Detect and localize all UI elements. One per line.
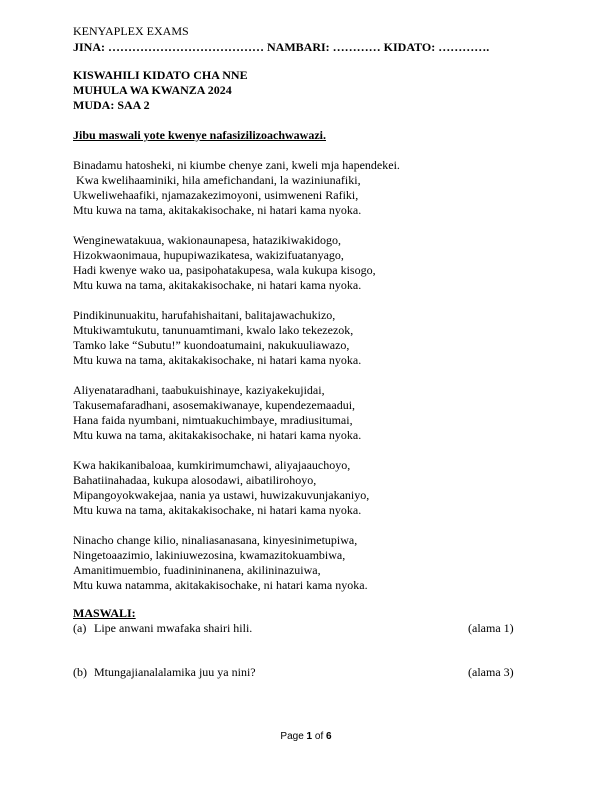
poem-line: Hana faida nyumbani, nimtuakuchimbaye, mradiusitumai, xyxy=(73,413,353,427)
question-label: (b) xyxy=(73,665,87,679)
poem-line: Mtu kuwa na tama, akitakakisochake, ni hatari kama nyoka. xyxy=(73,503,362,517)
instruction: Jibu maswali yote kwenye nafasizilizoachwawazi. xyxy=(73,128,326,142)
poem-line: Wenginewatakuua, wakionaunapesa, hatazikiwakidogo, xyxy=(73,233,341,247)
poem-line: Ukweliwehaafiki, njamazakezimoyoni, usimweneni Rafiki, xyxy=(73,188,359,202)
poem-line: Mtu kuwa na tama, akitakakisochake, ni hatari kama nyoka. xyxy=(73,428,362,442)
question-marks: (alama 3) xyxy=(468,665,514,679)
poem-line: Aliyenataradhani, taabukuishinaye, kaziyakekujidai, xyxy=(73,383,325,397)
poem-line: Amanitimuembio, fuadinininanena, akilininazuiwa, xyxy=(73,563,321,577)
question-label: (a) xyxy=(73,621,87,635)
poem-line: Kwa kwelihaaminiki, hila amefichandani, la waziniunafiki, xyxy=(73,173,361,187)
poem-line: Hizokwaonimaua, hupupiwazikatesa, wakizifuatanyago, xyxy=(73,248,344,262)
poem-line: Ninacho change kilio, ninaliasanasana, kinyesinimetupiwa, xyxy=(73,533,358,547)
stanza-5 xyxy=(73,458,369,518)
page-word: Page xyxy=(280,731,304,742)
stanza-3 xyxy=(73,308,361,368)
poem-line: Mtu kuwa na tama, akitakakisochake, ni hatari kama nyoka. xyxy=(73,353,362,367)
page-number: 1 xyxy=(306,731,313,742)
page-total: 6 xyxy=(326,731,332,742)
question-marks: (alama 1) xyxy=(468,621,514,635)
poem-line: Mtukiwamtukutu, tanunuamtimani, kwalo lako tekezezok, xyxy=(73,323,354,337)
poem-line: Mtu kuwa natamma, akitakakisochake, ni hatari kama nyoka. xyxy=(73,578,368,592)
student-details-line: JINA: ………………………………… NAMBARI: ………… KIDATO: …………. xyxy=(73,40,490,54)
stanza-6 xyxy=(73,533,368,593)
page-footer xyxy=(0,731,612,742)
question-text: Lipe anwani mwafaka shairi hili. xyxy=(94,621,253,635)
of-word: of xyxy=(314,731,324,742)
poem-line: Kwa hakikanibaloaa, kumkirimumchawi, aliyajaauchoyo, xyxy=(73,458,351,472)
exam-term: MUHULA WA KWANZA 2024 xyxy=(73,83,232,97)
poem-line: Mipangoyokwakejaa, nania ya ustawi, huwizakuvunjakaniyo, xyxy=(73,488,370,502)
stanza-2 xyxy=(73,233,376,293)
exam-duration: MUDA: SAA 2 xyxy=(73,98,150,112)
poem-line: Binadamu hatosheki, ni kiumbe chenye zani, kweli mja hapendekei. xyxy=(73,158,400,172)
poem-line: Mtu kuwa na tama, akitakakisochake, ni hatari kama nyoka. xyxy=(73,203,362,217)
poem-line: Mtu kuwa na tama, akitakakisochake, ni hatari kama nyoka. xyxy=(73,278,362,292)
poem-line: Hadi kwenye wako ua, pasipohatakupesa, wala kukupa kisogo, xyxy=(73,263,376,277)
org-name: KENYAPLEX EXAMS xyxy=(73,24,189,38)
questions-heading: MASWALI: xyxy=(73,606,136,620)
question-text: Mtungajianalalamika juu ya nini? xyxy=(94,665,256,679)
stanza-1 xyxy=(73,158,400,218)
poem-line: Pindikinunuakitu, harufahishaitani, balitajawachukizo, xyxy=(73,308,336,322)
exam-subject: KISWAHILI KIDATO CHA NNE xyxy=(73,68,248,82)
poem-line: Ningetoaazimio, lakiniuwezosina, kwamazitokuambiwa, xyxy=(73,548,346,562)
poem-line: Bahatiinahadaa, kukupa alosodawi, aibatilirohoyo, xyxy=(73,473,317,487)
poem-line: Takusemafaradhani, asosemakiwanaye, kupendezemaadui, xyxy=(73,398,356,412)
stanza-4 xyxy=(73,383,361,443)
poem-line: Tamko lake “Subutu!” kuondoatumaini, nakukuuliawazo, xyxy=(73,338,350,352)
